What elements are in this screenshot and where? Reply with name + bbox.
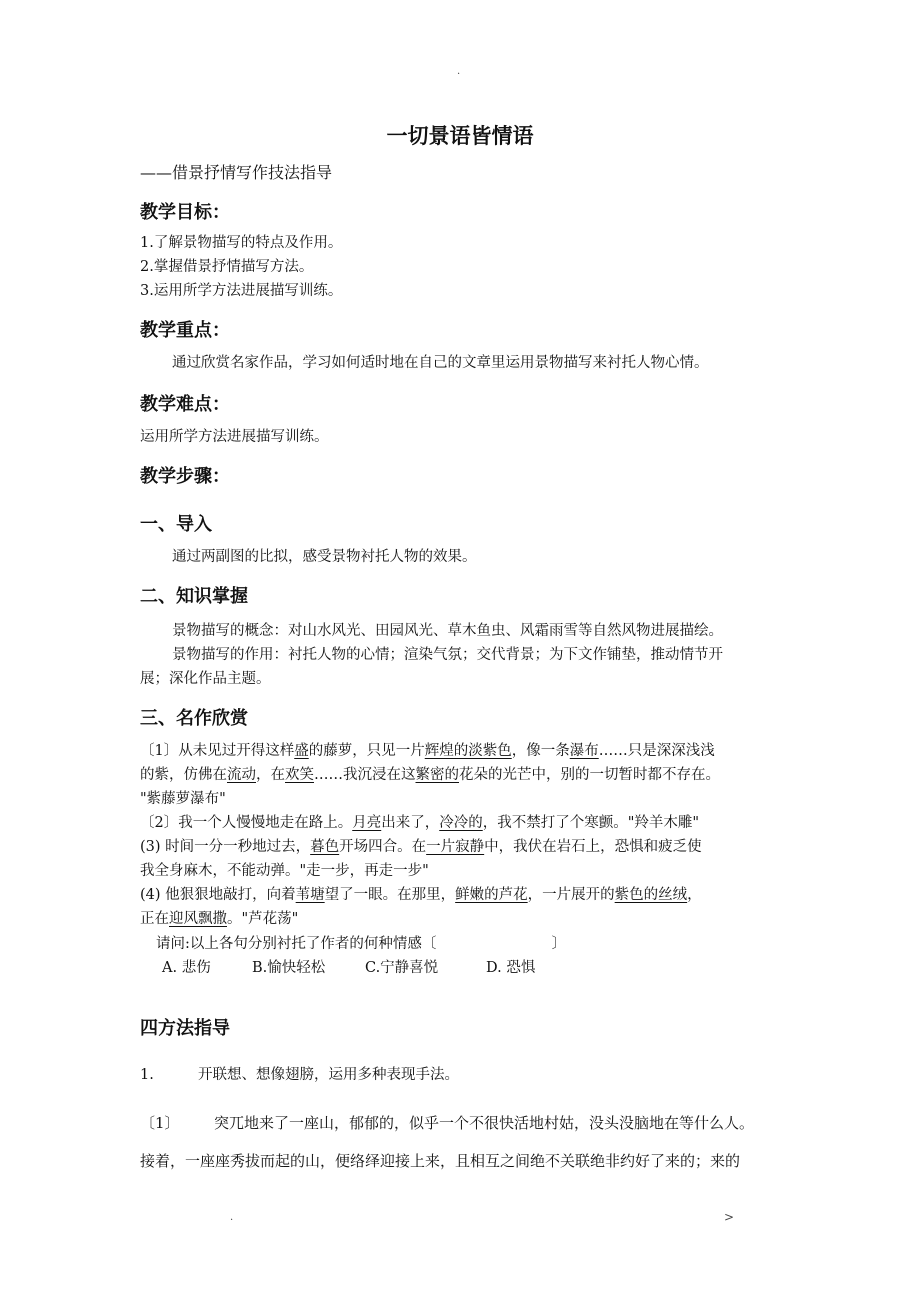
header-dot: . <box>457 66 461 77</box>
appreciation-heading: 三、名作欣赏 <box>140 708 248 729</box>
example-line-1: 突兀地来了一座山，郁郁的，似乎一个不很快活地村姑，没头没脑地在等什么人。 <box>214 1114 755 1132</box>
option-c: C.宁静喜悦 <box>365 960 439 976</box>
knowledge-concept: 景物描写的概念：对山水风光、田园风光、草木鱼虫、风霜雨雪等自然风物进展描绘。 <box>172 623 723 639</box>
method-item-number: 1. <box>140 1067 154 1083</box>
goal-item: 2.掌握借景抒情描写方法。 <box>140 259 314 275</box>
goal-item: 1.了解景物描写的特点及作用。 <box>140 235 343 251</box>
footer-arrow: > <box>724 1210 735 1224</box>
quote-2: 〔2〕我一个人慢慢地走在路上。月亮出来了，冷冷的，我不禁打了个寒颤。"羚羊木雕" <box>140 815 700 831</box>
method-heading: 四方法指导 <box>140 1018 230 1039</box>
option-b: B.愉快轻松 <box>252 960 326 976</box>
footer-dot: . <box>230 1212 234 1223</box>
intro-text: 通过两副图的比拟，感受景物衬托人物的效果。 <box>172 549 477 565</box>
focus-heading: 教学重点： <box>140 320 230 341</box>
option-a: A. 悲伤 <box>162 960 211 976</box>
example-line-2: 接着，一座座秀拔而起的山，便络绎迎接上来，且相互之间绝不关联绝非约好了来的；来的 <box>140 1152 741 1170</box>
page-title: 一切景语皆情语 <box>386 124 534 148</box>
knowledge-function: 景物描写的作用：衬托人物的心情；渲染气氛；交代背景；为下文作铺垫，推动情节开 <box>172 647 723 663</box>
difficulty-heading: 教学难点： <box>140 394 230 415</box>
quote-1-source: "紫藤萝瀑布" <box>140 791 226 807</box>
knowledge-heading: 二、知识掌握 <box>140 586 248 607</box>
quote-1-line-1: 〔1〕从未见过开得这样盛的藤萝，只见一片辉煌的淡紫色，像一条瀑布……只是深深浅浅 <box>140 743 715 759</box>
quote-3-line-1: (3) 时间一分一秒地过去，暮色开场四合。在一片寂静中，我伏在岩石上，恐惧和疲乏使 <box>140 839 702 855</box>
knowledge-function-cont: 展；深化作品主题。 <box>140 671 271 687</box>
quote-4-line-1: (4) 他狠狠地敲打，向着苇塘望了一眼。在那里，鲜嫩的芦花，一片展开的紫色的丝绒， <box>140 887 702 903</box>
goal-item: 3.运用所学方法进展描写训练。 <box>140 283 343 299</box>
goals-heading: 教学目标： <box>140 202 230 223</box>
difficulty-text: 运用所学方法进展描写训练。 <box>140 429 329 445</box>
question-prompt: 请问:以上各句分别衬托了作者的何种情感〔 〕 <box>156 936 567 952</box>
quote-3-line-2: 我全身麻木，不能动弹。"走一步，再走一步" <box>140 863 429 879</box>
example-number: 〔1〕 <box>140 1114 180 1132</box>
option-d: D. 恐惧 <box>486 960 536 976</box>
quote-4-line-2: 正在迎风飘撒。"芦花荡" <box>140 911 299 927</box>
steps-heading: 教学步骤： <box>140 466 230 487</box>
intro-heading: 一、导入 <box>140 514 212 535</box>
quote-1-line-2: 的紫，仿佛在流动，在欢笑……我沉浸在这繁密的花朵的光芒中，别的一切暂时都不存在。 <box>140 767 720 783</box>
subtitle: ——借景抒情写作技法指导 <box>140 163 333 182</box>
method-item-text: 开联想、想像翅膀，运用多种表现手法。 <box>198 1067 459 1083</box>
focus-text: 通过欣赏名家作品，学习如何适时地在自己的文章里运用景物描写来衬托人物心情。 <box>172 355 709 371</box>
